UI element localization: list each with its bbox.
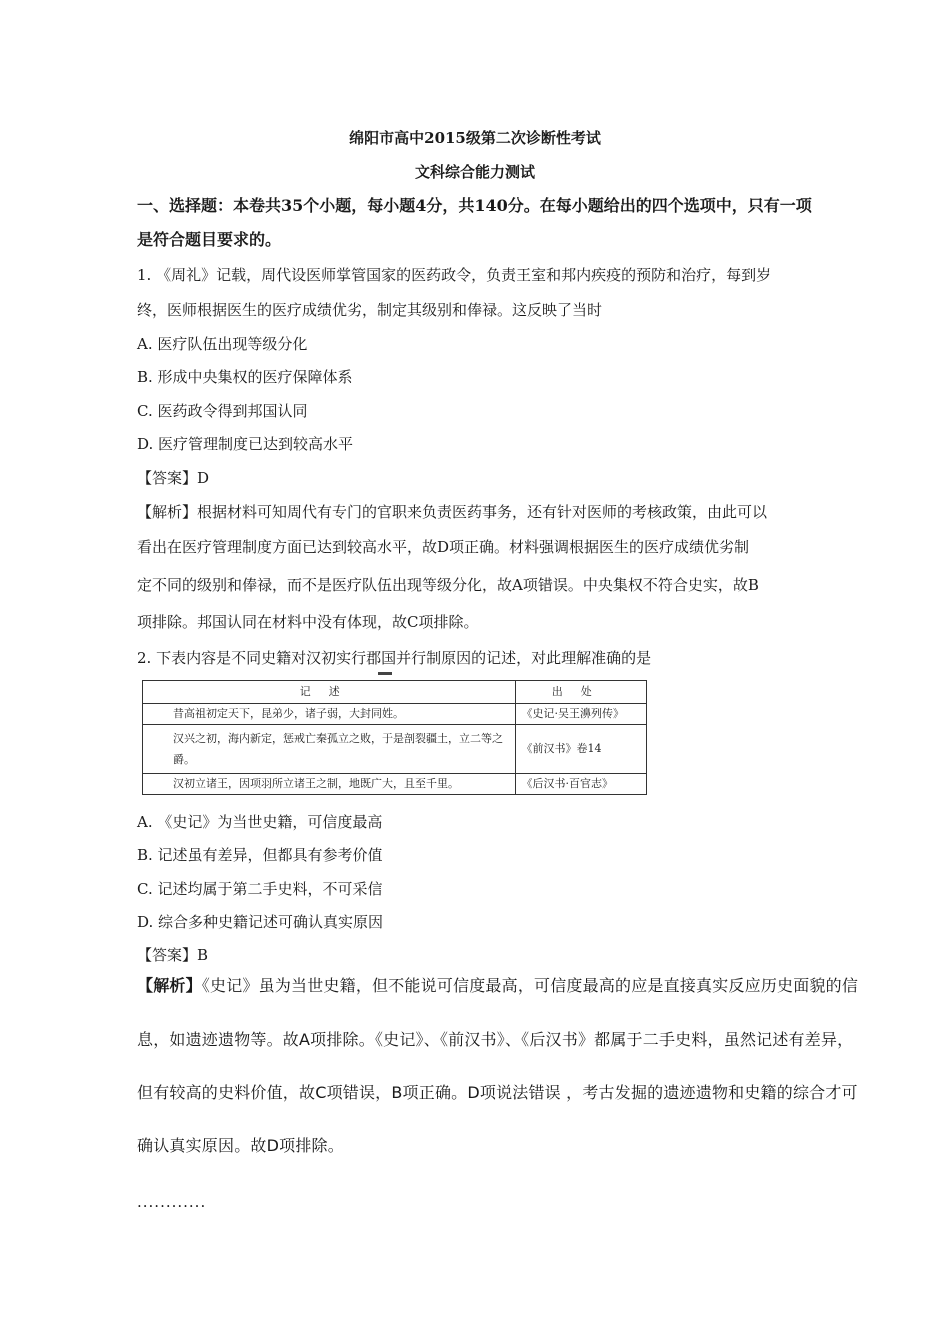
table-cell-record: 汉初立诸王，因项羽所立诸王之制，地既广大，且至千里。: [143, 774, 516, 795]
q1-analysis-line4: 项排除。邦国认同在材料中没有体现，故C项排除。: [137, 613, 479, 631]
source-table: [142, 680, 647, 795]
q1-analysis-line1: 【解析】根据材料可知周代有专门的官职来负责医药事务，还有针对医师的考核政策，由此可以: [137, 503, 768, 521]
q2-analysis-line1: [137, 976, 858, 996]
q1-analysis-line2: 看出在医疗管理制度方面已达到较高水平，故D项正确。材料强调根据医生的医疗成绩优劣制: [137, 538, 750, 556]
table-header-record: 记述: [143, 681, 516, 704]
section-instructions-line1: 一、选择题：本卷共35个小题，每小题4分，共140分。在每小题给出的四个选项中，只有一项: [137, 196, 812, 215]
table-cell-source: 《史记·吴王濞列传》: [515, 704, 646, 725]
q1-stem-line1: 1. 《周礼》记载，周代设医师掌管国家的医药政令，负责王室和邦内疾疫的预防和治疗，每到岁: [137, 266, 772, 284]
q1-answer: 【答案】D: [137, 469, 210, 487]
table-cell-record: 昔高祖初定天下，昆弟少，诸子弱，大封同姓。: [143, 704, 516, 725]
q2-analysis-line3: 但有较高的史料价值，故C项错误，B项正确。D项说法错误 ，考古发掘的遗迹遗物和史籍的综合才可: [137, 1083, 858, 1102]
section-instructions-line2: 是符合题目要求的。: [137, 230, 282, 249]
q1-option-c: C. 医药政令得到邦国认同: [137, 402, 308, 420]
q1-option-a: A. 医疗队伍出现等级分化: [137, 335, 308, 353]
scan-mark: [378, 672, 392, 675]
q1-stem-line2: 终，医师根据医生的医疗成绩优劣，制定其级别和俸禄。这反映了当时: [137, 301, 603, 319]
q1-analysis-line3: 定不同的级别和俸禄，而不是医疗队伍出现等级分化，故A项错误。中央集权不符合史实，故B: [137, 576, 759, 594]
q2-analysis-label: 【解析】: [137, 976, 202, 995]
table-header-source: 出处: [515, 681, 646, 704]
q2-analysis-line2: 息，如遗迹遗物等。故A项排除。《史记》、《前汉书》、《后汉书》都属于二手史料，虽然记述有差异，: [137, 1030, 854, 1049]
q2-option-b: B. 记述虽有差异，但都具有参考价值: [137, 846, 383, 864]
q2-stem: 2. 下表内容是不同史籍对汉初实行郡国并行制原因的记述，对此理解准确的是: [137, 649, 652, 667]
exam-subtitle: 文科综合能力测试: [414, 163, 535, 181]
q1-option-b: B. 形成中央集权的医疗保障体系: [137, 368, 353, 386]
q2-answer: 【答案】B: [137, 946, 209, 964]
table-cell-source: 《后汉书·百官志》: [515, 774, 646, 795]
table-cell-source: 《前汉书》卷14: [515, 725, 646, 774]
q2-option-d: D. 综合多种史籍记述可确认真实原因: [137, 913, 384, 931]
exam-title: 绵阳市高中2015级第二次诊断性考试: [349, 129, 601, 147]
q2-option-a: A. 《史记》为当世史籍，可信度最高: [137, 813, 383, 831]
table-cell-record: 汉兴之初，海内新定，惩戒亡秦孤立之败，于是剖裂疆土，立二等之爵。: [143, 725, 516, 774]
table-row: [143, 704, 647, 725]
q1-option-d: D. 医疗管理制度已达到较高水平: [137, 435, 354, 453]
q2-analysis-line4: 确认真实原因。故D项排除。: [137, 1136, 344, 1155]
table-header-row: [143, 681, 647, 704]
ellipsis: ............: [137, 1193, 207, 1211]
q2-option-c: C. 记述均属于第二手史料，不可采信: [137, 880, 383, 898]
table-row: [143, 774, 647, 795]
table-row: [143, 725, 647, 774]
q2-analysis-text1: 《史记》虽为当世史籍，但不能说可信度最高，可信度最高的应是直接真实反应历史面貌的信: [201, 976, 859, 995]
